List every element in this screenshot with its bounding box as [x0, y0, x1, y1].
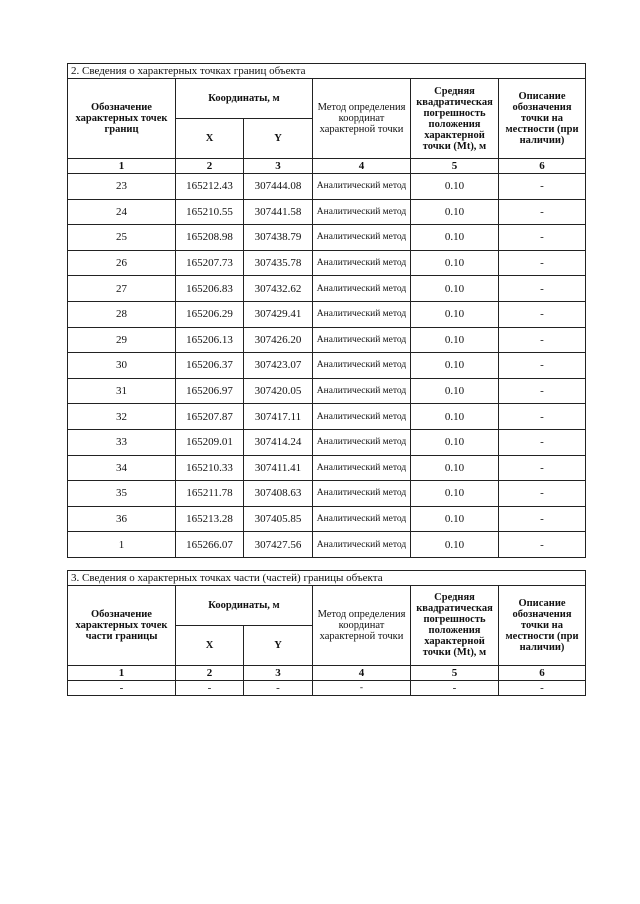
- x-cell: 165206.37: [176, 353, 244, 379]
- x-cell: 165210.33: [176, 455, 244, 481]
- table-row: [68, 327, 586, 353]
- point-cell: 30: [68, 353, 176, 379]
- table-row: [68, 276, 586, 302]
- x-cell: 165210.55: [176, 199, 244, 225]
- method-cell: Аналитический метод: [313, 276, 411, 302]
- header-x: X: [176, 625, 244, 665]
- header-description: Описание обозначения точки на местности (при наличии): [499, 585, 586, 665]
- y-cell: 307420.05: [244, 378, 313, 404]
- method-cell: Аналитический метод: [313, 455, 411, 481]
- x-cell: 165206.83: [176, 276, 244, 302]
- accuracy-cell: 0.10: [411, 276, 499, 302]
- method-cell: Аналитический метод: [313, 327, 411, 353]
- y-cell: 307427.56: [244, 532, 313, 558]
- y-cell: 307444.08: [244, 174, 313, 200]
- section2-title: 2. Сведения о характерных точках границ объекта: [68, 64, 586, 79]
- description-cell: -: [499, 276, 586, 302]
- method-cell: -: [313, 680, 411, 695]
- x-cell: 165212.43: [176, 174, 244, 200]
- y-cell: -: [244, 680, 313, 695]
- x-cell: 165213.28: [176, 506, 244, 532]
- x-cell: 165266.07: [176, 532, 244, 558]
- accuracy-cell: 0.10: [411, 353, 499, 379]
- method-cell: Аналитический метод: [313, 429, 411, 455]
- y-cell: 307426.20: [244, 327, 313, 353]
- method-cell: Аналитический метод: [313, 301, 411, 327]
- col-num: 6: [499, 159, 586, 174]
- y-cell: 307414.24: [244, 429, 313, 455]
- description-cell: -: [499, 301, 586, 327]
- description-cell: -: [499, 429, 586, 455]
- point-cell: -: [68, 680, 176, 695]
- accuracy-cell: 0.10: [411, 532, 499, 558]
- col-num: 2: [176, 665, 244, 680]
- accuracy-cell: -: [411, 680, 499, 695]
- header-method: Метод определения координат характерной точки: [313, 79, 411, 159]
- point-cell: 25: [68, 225, 176, 251]
- y-cell: 307417.11: [244, 404, 313, 430]
- point-cell: 24: [68, 199, 176, 225]
- description-cell: -: [499, 327, 586, 353]
- table-row: [68, 199, 586, 225]
- header-y: Y: [244, 119, 313, 159]
- accuracy-cell: 0.10: [411, 481, 499, 507]
- point-cell: 32: [68, 404, 176, 430]
- description-cell: -: [499, 225, 586, 251]
- y-cell: 307423.07: [244, 353, 313, 379]
- description-cell: -: [499, 455, 586, 481]
- method-cell: Аналитический метод: [313, 404, 411, 430]
- accuracy-cell: 0.10: [411, 301, 499, 327]
- description-cell: -: [499, 174, 586, 200]
- table-row: [68, 353, 586, 379]
- header-coords: Координаты, м: [176, 585, 313, 625]
- header-accuracy: Средняя квадратическая погрешность положения характерной точки (Mt), м: [411, 585, 499, 665]
- part-boundary-points-table: [67, 570, 586, 696]
- description-cell: -: [499, 353, 586, 379]
- col-num: 4: [313, 665, 411, 680]
- accuracy-cell: 0.10: [411, 378, 499, 404]
- col-num: 5: [411, 159, 499, 174]
- accuracy-cell: 0.10: [411, 455, 499, 481]
- y-cell: 307429.41: [244, 301, 313, 327]
- method-cell: Аналитический метод: [313, 174, 411, 200]
- description-cell: -: [499, 199, 586, 225]
- point-cell: 23: [68, 174, 176, 200]
- document-sheet: [67, 63, 585, 696]
- table-row: [68, 532, 586, 558]
- table-row: [68, 378, 586, 404]
- column-numbers-row: [68, 159, 586, 174]
- y-cell: 307435.78: [244, 250, 313, 276]
- header-x: X: [176, 119, 244, 159]
- col-num: 4: [313, 159, 411, 174]
- point-cell: 36: [68, 506, 176, 532]
- header-description: Описание обозначения точки на местности (при наличии): [499, 79, 586, 159]
- method-cell: Аналитический метод: [313, 250, 411, 276]
- description-cell: -: [499, 378, 586, 404]
- method-cell: Аналитический метод: [313, 199, 411, 225]
- y-cell: 307432.62: [244, 276, 313, 302]
- x-cell: 165207.87: [176, 404, 244, 430]
- col-num: 6: [499, 665, 586, 680]
- table-row: [68, 250, 586, 276]
- table-row: [68, 404, 586, 430]
- accuracy-cell: 0.10: [411, 250, 499, 276]
- method-cell: Аналитический метод: [313, 532, 411, 558]
- point-cell: 27: [68, 276, 176, 302]
- x-cell: 165206.97: [176, 378, 244, 404]
- accuracy-cell: 0.10: [411, 327, 499, 353]
- header-coords: Координаты, м: [176, 79, 313, 119]
- method-cell: Аналитический метод: [313, 378, 411, 404]
- header-y: Y: [244, 625, 313, 665]
- table-row: [68, 455, 586, 481]
- x-cell: 165206.13: [176, 327, 244, 353]
- y-cell: 307408.63: [244, 481, 313, 507]
- point-cell: 35: [68, 481, 176, 507]
- y-cell: 307441.58: [244, 199, 313, 225]
- description-cell: -: [499, 404, 586, 430]
- table-row: [68, 481, 586, 507]
- accuracy-cell: 0.10: [411, 506, 499, 532]
- y-cell: 307411.41: [244, 455, 313, 481]
- column-numbers-row: [68, 665, 586, 680]
- col-num: 2: [176, 159, 244, 174]
- method-cell: Аналитический метод: [313, 506, 411, 532]
- description-cell: -: [499, 506, 586, 532]
- col-num: 5: [411, 665, 499, 680]
- point-cell: 28: [68, 301, 176, 327]
- header-point: Обозначение характерных точек границ: [68, 79, 176, 159]
- table-row: [68, 301, 586, 327]
- col-num: 1: [68, 665, 176, 680]
- table-row: [68, 429, 586, 455]
- col-num: 3: [244, 159, 313, 174]
- accuracy-cell: 0.10: [411, 199, 499, 225]
- table-row: [68, 506, 586, 532]
- header-accuracy: Средняя квадратическая погрешность положения характерной точки (Mt), м: [411, 79, 499, 159]
- table-row: [68, 174, 586, 200]
- point-cell: 26: [68, 250, 176, 276]
- accuracy-cell: 0.10: [411, 429, 499, 455]
- table-row: [68, 225, 586, 251]
- header-method: Метод определения координат характерной точки: [313, 585, 411, 665]
- col-num: 1: [68, 159, 176, 174]
- description-cell: -: [499, 250, 586, 276]
- accuracy-cell: 0.10: [411, 404, 499, 430]
- method-cell: Аналитический метод: [313, 481, 411, 507]
- x-cell: 165211.78: [176, 481, 244, 507]
- col-num: 3: [244, 665, 313, 680]
- point-cell: 1: [68, 532, 176, 558]
- table-row: [68, 680, 586, 695]
- description-cell: -: [499, 532, 586, 558]
- point-cell: 29: [68, 327, 176, 353]
- header-point: Обозначение характерных точек части границы: [68, 585, 176, 665]
- boundary-points-table: [67, 63, 586, 558]
- x-cell: 165207.73: [176, 250, 244, 276]
- y-cell: 307405.85: [244, 506, 313, 532]
- section3-title: 3. Сведения о характерных точках части (частей) границы объекта: [68, 570, 586, 585]
- point-cell: 33: [68, 429, 176, 455]
- x-cell: 165206.29: [176, 301, 244, 327]
- description-cell: -: [499, 481, 586, 507]
- x-cell: 165208.98: [176, 225, 244, 251]
- accuracy-cell: 0.10: [411, 225, 499, 251]
- point-cell: 31: [68, 378, 176, 404]
- description-cell: -: [499, 680, 586, 695]
- x-cell: 165209.01: [176, 429, 244, 455]
- y-cell: 307438.79: [244, 225, 313, 251]
- method-cell: Аналитический метод: [313, 353, 411, 379]
- point-cell: 34: [68, 455, 176, 481]
- x-cell: -: [176, 680, 244, 695]
- accuracy-cell: 0.10: [411, 174, 499, 200]
- method-cell: Аналитический метод: [313, 225, 411, 251]
